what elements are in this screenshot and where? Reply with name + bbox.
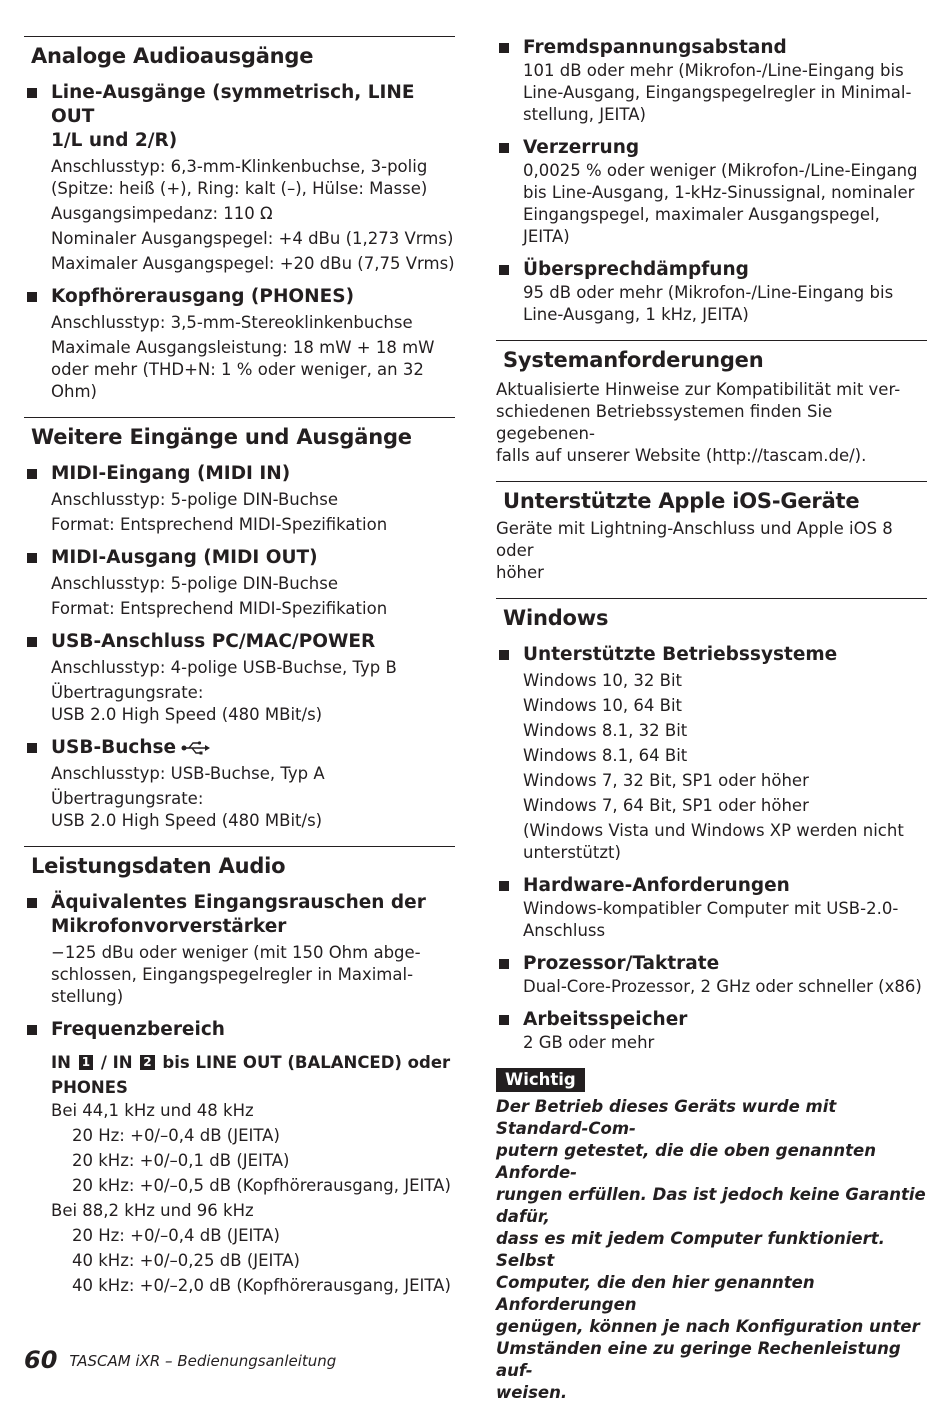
spec-line: USB 2.0 High Speed (480 MBit/s) [51,705,323,724]
spec-item [24,736,455,832]
spec-group [496,36,927,326]
bullet-square-icon [499,650,509,660]
spec-line: Anschlusstyp: 6,3-mm-Klinkenbuchse, 3-polig [51,157,428,176]
important-note [496,1096,927,1404]
page-footer [24,1346,336,1374]
spec-line: 95 dB oder mehr (Mikrofon-/Line-Eingang bis [523,283,894,302]
spec-line: oder mehr (THD+N: 1 % oder weniger, an 32 Ohm) [51,360,424,401]
section-ios-devices [496,481,927,584]
note-line: rungen erfüllen. Das ist jedoch keine Garantie dafür, [496,1185,926,1226]
left-column [24,36,455,1311]
spec-line: 40 kHz: +0/–2,0 dB (Kopfhörerausgang, JEITA) [72,1276,451,1295]
input-2-badge: 2 [140,1055,154,1070]
item-title: MIDI-Ausgang (MIDI OUT) [24,546,455,570]
item-title: USB-Anschluss PC/MAC/POWER [24,630,455,654]
spec-line: Windows 10, 32 Bit [523,671,682,690]
section-title: Weitere Eingänge und Ausgänge [31,425,412,449]
item-title: Äquivalentes Eingangsrauschen der Mikrofonvorverstärker [24,891,455,939]
spec-line: Windows 7, 64 Bit, SP1 oder höher [523,796,809,815]
bullet-square-icon [499,959,509,969]
note-line: genügen, können je nach Konfiguration unter [496,1317,920,1336]
bullet-square-icon [499,881,509,891]
spec-line: Nominaler Ausgangspegel: +4 dBu (1,273 Vrms) [51,229,454,248]
spec-item [496,258,927,326]
spec-line: Format: Entsprechend MIDI-Spezifikation [51,599,388,618]
bullet-square-icon [499,143,509,153]
spec-line: Windows 10, 64 Bit [523,696,682,715]
spec-item [24,81,455,275]
spec-line: 20 kHz: +0/–0,5 dB (Kopfhörerausgang, JEITA) [72,1176,451,1195]
spec-item [496,643,927,864]
spec-line: Bei 88,2 kHz und 96 kHz [51,1201,254,1220]
spec-line: (Spitze: heiß (+), Ring: kalt (–), Hülse: Masse) [51,179,428,198]
paragraph-line: höher [496,563,544,582]
note-line: putern getestet, die die oben genannten Anforde- [496,1141,876,1182]
bullet-square-icon [27,292,37,302]
spec-line: schlossen, Eingangspegelregler in Maximal- [51,965,414,984]
spec-line: Maximale Ausgangsleistung: 18 mW + 18 mW [51,338,435,357]
spec-line: 20 Hz: +0/–0,4 dB (JEITA) [72,1126,280,1145]
section-audio-performance [24,846,455,1297]
spec-line: USB 2.0 High Speed (480 MBit/s) [51,811,323,830]
spec-line: Maximaler Ausgangspegel: +20 dBu (7,75 Vrms) [51,254,455,273]
input-1-badge: 1 [79,1055,93,1070]
note-line: weisen. [496,1383,568,1402]
spec-line: Dual-Core-Prozessor, 2 GHz oder schneller (x86) [523,977,922,996]
item-title: Frequenzbereich [24,1018,455,1042]
bullet-square-icon [27,553,37,563]
spec-line: Bei 44,1 kHz und 48 kHz [51,1101,254,1120]
item-title: Line-Ausgänge (symmetrisch, LINE OUT 1/L und 2/R) [24,81,455,153]
spec-item [24,891,455,1008]
section-windows [496,598,927,1404]
spec-line: Ausgangsimpedanz: 110 Ω [51,204,273,223]
item-title: Prozessor/Taktrate [496,952,927,976]
note-line: dass es mit jedem Computer funktioniert. Selbst [496,1229,885,1270]
item-title: Arbeitsspeicher [496,1008,927,1032]
bullet-square-icon [27,88,37,98]
item-title: Kopfhörerausgang (PHONES) [24,285,455,309]
spec-line: (Windows Vista und Windows XP werden nicht [523,821,904,840]
item-title: Hardware-Anforderungen [496,874,927,898]
bullet-square-icon [499,265,509,275]
spec-line: Format: Entsprechend MIDI-Spezifikation [51,515,388,534]
spec-line: Windows 7, 32 Bit, SP1 oder höher [523,771,809,790]
spec-line: Anschlusstyp: USB-Buchse, Typ A [51,764,325,783]
spec-line: Line-Ausgang, 1 kHz, JEITA) [523,305,749,324]
bullet-square-icon [27,469,37,479]
section-system-requirements [496,340,927,467]
item-title: Fremdspannungsabstand [496,36,927,60]
spec-line: bis Line-Ausgang, 1-kHz-Sinussignal, nominaler [523,183,915,202]
section-title: Leistungsdaten Audio [31,854,286,878]
bullet-square-icon [499,1015,509,1025]
item-title: Unterstützte Betriebssysteme [496,643,927,667]
bullet-square-icon [27,898,37,908]
spec-item [24,285,455,403]
paragraph-line: schiedenen Betriebssystemen finden Sie gegebenen- [496,402,833,443]
spec-line: Übertragungsrate: [51,789,204,808]
spec-line: Windows-kompatibler Computer mit USB-2.0- [523,899,899,918]
right-column [496,36,927,1418]
usb-icon [181,741,211,755]
section-title: Analoge Audioausgänge [31,44,314,68]
page-number: 60 [24,1346,58,1374]
spec-item [24,462,455,536]
spec-line: Line-Ausgang, Eingangspegelregler in Minimal- [523,83,912,102]
spec-item [24,1018,455,1297]
spec-line: Anschlusstyp: 5-polige DIN-Buchse [51,574,339,593]
paragraph-line: Geräte mit Lightning-Anschluss und Apple iOS 8 oder [496,519,893,560]
paragraph-line: Aktualisierte Hinweise zur Kompatibilität mit ver- [496,380,901,399]
frequency-sub-heading: IN 1 / IN 2 bis LINE OUT (BALANCED) oder PHONES [51,1053,451,1097]
item-title: Verzerrung [496,136,927,160]
spec-line: Anschlusstyp: 4-polige USB-Buchse, Typ B [51,658,397,677]
spec-item [496,136,927,248]
spec-line: −125 dBu oder weniger (mit 150 Ohm abge- [51,943,421,962]
spec-line: 2 GB oder mehr [523,1033,655,1052]
spec-line: 101 dB oder mehr (Mikrofon-/Line-Eingang bis [523,61,904,80]
spec-line: Windows 8.1, 32 Bit [523,721,688,740]
spec-line: 40 kHz: +0/–0,25 dB (JEITA) [72,1251,300,1270]
bullet-square-icon [27,1025,37,1035]
spec-line: Anschlusstyp: 5-polige DIN-Buchse [51,490,339,509]
note-line: Der Betrieb dieses Geräts wurde mit Standard-Com- [496,1097,837,1138]
spec-line: Eingangspegel, maximaler Ausgangspegel, JEITA) [523,205,880,246]
spec-item [24,546,455,620]
section-title: Windows [503,606,609,630]
important-badge: Wichtig [496,1068,585,1092]
item-title: Übersprechdämpfung [496,258,927,282]
bullet-square-icon [499,43,509,53]
section-analog-outputs [24,36,455,403]
spec-line: stellung, JEITA) [523,105,646,124]
note-line: Umständen eine zu geringe Rechenleistung auf- [496,1339,901,1380]
section-other-io [24,417,455,832]
spec-line: Übertragungsrate: [51,683,204,702]
item-title: MIDI-Eingang (MIDI IN) [24,462,455,486]
bullet-square-icon [27,743,37,753]
spec-line: stellung) [51,987,124,1006]
spec-line: 0,0025 % oder weniger (Mikrofon-/Line-Eingang [523,161,918,180]
spec-line: Windows 8.1, 64 Bit [523,746,688,765]
bullet-square-icon [27,637,37,647]
note-line: Computer, die den hier genannten Anforderungen [496,1273,815,1314]
section-title: Systemanforderungen [503,348,764,372]
spec-item [496,36,927,126]
spec-line: 20 Hz: +0/–0,4 dB (JEITA) [72,1226,280,1245]
item-title: USB-Buchse [24,736,455,760]
footer-title: TASCAM iXR – Bedienungsanleitung [69,1352,337,1370]
spec-line: Anschlusstyp: 3,5-mm-Stereoklinkenbuchse [51,313,413,332]
spec-item [24,630,455,726]
spec-line: unterstützt) [523,843,621,862]
paragraph-line: falls auf unserer Website (http://tascam.de/). [496,446,867,465]
spec-item [496,874,927,942]
spec-line: 20 kHz: +0/–0,1 dB (JEITA) [72,1151,290,1170]
spec-line: Anschluss [523,921,606,940]
section-title: Unterstützte Apple iOS-Geräte [503,489,860,513]
spec-item [496,1008,927,1054]
spec-item [496,952,927,998]
